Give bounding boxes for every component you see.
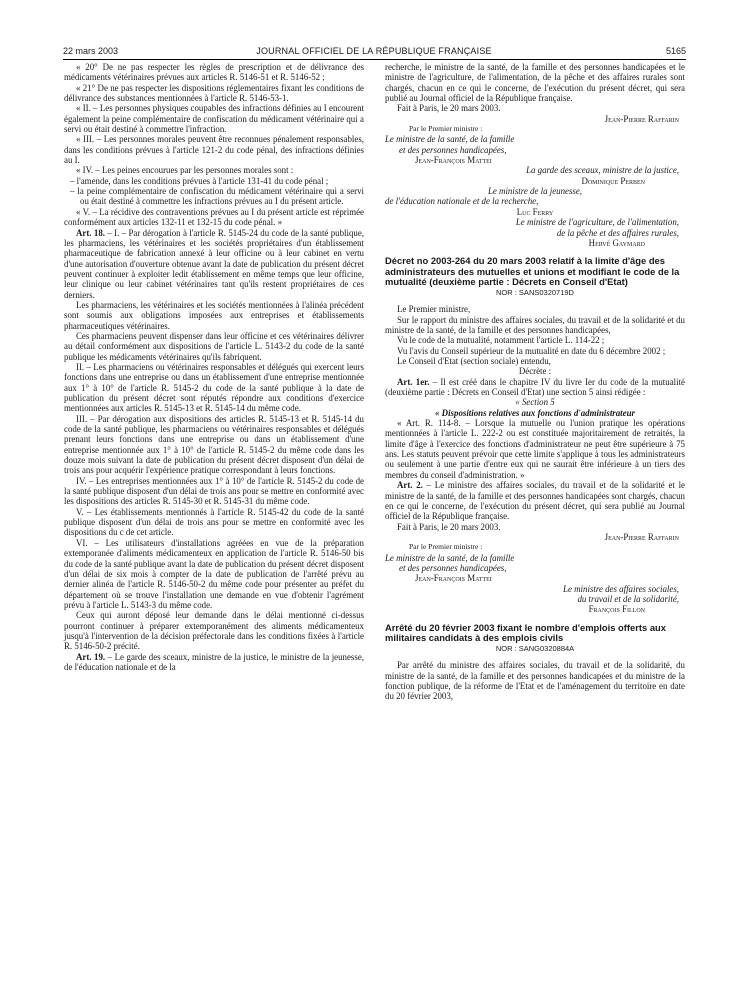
paragraph: Sur le rapport du ministre des affaires sociales, du travail et de la solidarité et du ministre de la santé, de la famille et des personnes handicapées, [385, 314, 685, 335]
paragraph: Art. 18. – I. – Par dérogation à l'article R. 5145-24 du code de la santé publique, les pharmaciens, les vétérinaires et les sociétés propriétaires d'un établissement pharmaceutique de fabrication annexé à leur officine ou à leur cabinet en vertu d'une autorisation d'ouverture obtenue avant la date de publication du présent décret peuvent continuer à exploiter ledit établissement en même temps que leur officine, leur clinique ou leur cabinet vétérinaires tant qu'ils restent propriétaires de ces derniers. [64, 227, 364, 300]
paragraph: V. – Les établissements mentionnés à l'article R. 5145-42 du code de la santé publique disposent d'un délai de trois ans pour se mettre en conformité avec les dispositions du c de cet article. [64, 506, 364, 538]
paragraph: Ceux qui auront déposé leur demande dans le délai mentionné ci-dessus pourront continuer à préparer extemporanément des aliments médicamenteux jusqu'à l'intervention de la décision préfectorale dans les conditions fixées à l'article R. 5146-50-2 précité. [64, 610, 364, 652]
paragraph: Fait à Paris, le 20 mars 2003. [397, 103, 501, 114]
paragraph: « V. – La récidive des contraventions prévues au I du présent article est réprimée conformément aux articles 132-11 et 132-15 du code pénal. » [64, 206, 364, 228]
article-label: Art. 2. [397, 480, 427, 491]
paragraph: de la pêche et des affaires rurales, [556, 227, 679, 238]
paragraph: – l'amende, dans les conditions prévues à l'article 131-41 du code pénal ; [70, 175, 329, 186]
paragraph: Les pharmaciens, les vétérinaires et les sociétés mentionnées à l'alinéa précédent sont soumis aux obligations imposées aux entreprises et établissements pharmaceutiques vétérinaires. [64, 299, 364, 331]
decree-title: Décret no 2003-264 du 20 mars 2003 relatif à la limite d'âge des administrateurs des mutuelles et unions et modifiant le code de la mutualité (deuxième partie : Décrets en Conseil d'Etat) [385, 255, 680, 288]
paragraph: III. – Par dérogation aux dispositions des articles R. 5145-13 et R. 5145-14 du code de la santé publique, les pharmaciens ou vétérinaires responsables et délégués prenant leurs fonctions dans une entreprise ou dans un établissement d'une entreprise mentionnée aux 1° à 10° de l'article R. 5145-2 du même code dans les douze mois suivant la date de publication du présent décret disposent d'un délai de trois ans pour acquérir l'expérience pratique correspondant à leurs fonctions. [64, 413, 364, 476]
paragraph: et des personnes handicapées, [399, 562, 507, 573]
header-date: 22 mars 2003 [63, 46, 119, 56]
paragraph: Le ministre de la jeunesse, [487, 186, 583, 197]
paragraph: – la peine complémentaire de confiscation du médicament vétérinaire qui a servi ou était destiné à commettre les infractions prévues au I du présent article. [70, 186, 364, 207]
paragraph: Le ministre de la santé, de la famille [385, 552, 515, 563]
page-header [0, 0, 748, 56]
paragraph: « Dispositions relatives aux fonctions d'administrateur [435, 407, 635, 418]
paragraph: « Section 5 [515, 397, 555, 408]
paragraph: Fait à Paris, le 20 mars 2003. [397, 521, 501, 532]
paragraph: Par le Premier ministre : [409, 542, 483, 552]
paragraph: « Art. R. 114-8. – Lorsque la mutuelle ou l'union pratique les opérations mentionnées à l'article L. 222-2 ou est constituée majoritairement de retraités, la limite d'âge à l'exercice des fonctions d'administrateur ne peut être supérieure à 75 ans. Les statuts peuvent prévoir que cette limite s'applique à tous les administrateurs ou seulement à une partie d'entre eux qui ne saurait être inférieure à un tiers des membres du conseil d'administration. » [385, 418, 685, 480]
paragraph: Jean-Pierre Raffarin [604, 531, 679, 542]
paragraph: Le Conseil d'Etat (section sociale) entendu, [397, 356, 551, 367]
paragraph: Vu le code de la mutualité, notamment l'article L. 114-22 ; [397, 335, 605, 346]
paragraph: François Fillon [588, 604, 645, 615]
paragraph: « IV. – Les peines encourues par les personnes morales sont : [76, 165, 294, 176]
paragraph: « 20° De ne pas respecter les règles de prescription et de délivrance des médicaments vétérinaires prévues aux articles R. 5146-51 et R. 5146-52 ; [64, 62, 364, 83]
article-label: Art. 19. [76, 651, 108, 662]
paragraph: VI. – Les utilisateurs d'installations agréées en vue de la préparation extemporanée d'aliments médicamenteux en application de l'article R. 5146-50 bis du code de la santé publique avant la date de publication du présent décret disposent d'un délai de six mois à compter de la date de publication de l'arrêté prévu au dernier alinéa de l'article R. 5146-50-2 du même code pour présenter au préfet du département où se trouve l'installation une demande en vue d'obtenir l'agrément prévu à l'article L. 5143-3 du même code. [64, 537, 364, 610]
paragraph: La garde des sceaux, ministre de la justice, [526, 165, 679, 176]
paragraph: Le ministre de l'agriculture, de l'alimentation, [515, 217, 679, 228]
paragraph: et des personnes handicapées, [399, 144, 507, 155]
paragraph: de l'éducation nationale et de la recherche, [385, 196, 539, 207]
paragraph: recherche, le ministre de la santé, de la famille et des personnes handicapées et le ministre de l'agriculture, de l'alimentation, de la pêche et des affaires rurales sont chargés, chacun en ce qui le concerne, de l'exécution du présent décret, qui sera publié au Journal officiel de la République française. [385, 62, 685, 104]
paragraph: « II. – Les personnes physiques coupables des infractions définies au I encourent également la peine complémentaire de confiscation du médicament vétérinaire qui a servi ou était destiné à commettre l'infraction. [64, 103, 364, 135]
paragraph: Le ministre de la santé, de la famille [385, 134, 515, 145]
article-label: Art. 18. [76, 227, 108, 238]
paragraph: II. – Les pharmaciens ou vétérinaires responsables et délégués qui exercent leurs fonctions dans une entreprise ou dans un établissement d'une entreprise mentionnée aux 1° à 10° de l'article R. 5145-2 du code de la santé publique à la date de publication du présent décret sont réputés répondre aux conditions d'exercice mentionnées aux articles R. 5145-13 et R. 5145-14 du même code. [64, 361, 364, 414]
journal-title: JOURNAL OFFICIEL DE LA RÉPUBLIQUE FRANÇAISE [256, 46, 492, 56]
page-number: 5165 [665, 46, 686, 56]
paragraph: Par arrêté du ministre des affaires sociales, du travail et de la solidarité, du ministre de la santé, de la famille et des personnes handicapées et du ministre de la fonction publique, de la réforme de l'Etat et de l'aménagement du territoire en date du 20 février 2003, [385, 660, 685, 702]
header-rule [63, 59, 686, 60]
paragraph: Art. 2. – Le ministre des affaires sociales, du travail et de la solidarité et le ministre de la santé, de la famille et des personnes handicapées sont chargés, chacun en ce qui le concerne, de l'exécution du présent décret, qui sera publié au Journal officiel de la République française. [385, 480, 685, 522]
paragraph: Luc Ferry [516, 206, 554, 217]
paragraph: Vu l'avis du Conseil supérieur de la mutualité en date du 6 décembre 2002 ; [397, 345, 666, 356]
paragraph: Décrète : [518, 366, 552, 377]
paragraph: Le ministre des affaires sociales, [563, 583, 679, 594]
paragraph: Dominique Perben [581, 175, 645, 186]
paragraph: IV. – Les entreprises mentionnées aux 1° à 10° de l'article R. 5145-2 du code de la santé publique disposent d'un délai de trois ans pour se mettre en conformité avec les dispositions des articles R. 5145-30 et R. 5145-31 du même code. [64, 475, 364, 507]
left-column [64, 62, 364, 672]
paragraph: Art. 19. – Le garde des sceaux, ministre de la justice, le ministre de la jeunesse, de l'éducation nationale et de la [64, 651, 364, 672]
paragraph: Art. 1er. – Il est créé dans le chapitre IV du livre Ier du code de la mutualité (deuxième partie : Décrets en Conseil d'Etat) une section 5 ainsi rédigée : [385, 376, 685, 398]
arrete-title: Arrêté du 20 février 2003 fixant le nombre d'emplois offerts aux militaires candidats à des emplois civils [385, 621, 666, 644]
paragraph: Jean-Pierre Raffarin [604, 113, 679, 124]
right-column [385, 62, 685, 702]
paragraph: Jean-François Mattei [415, 155, 492, 166]
nor-reference: NOR : SANS0320719D [496, 287, 574, 297]
paragraph: Jean-François Mattei [415, 573, 492, 584]
nor-reference: NOR : SANG0320884A [495, 643, 575, 653]
paragraph: du travail et de la solidarité, [577, 593, 679, 604]
article-label: Art. 1er. [397, 376, 433, 387]
paragraph: Hervé Gaymard [588, 237, 645, 248]
paragraph: « III. – Les personnes morales peuvent être reconnues pénalement responsables, dans les conditions prévues à l'article 121-2 du code pénal, des infractions définies au I. [64, 134, 364, 166]
paragraph: Par le Premier ministre : [409, 124, 483, 134]
paragraph: « 21° De ne pas respecter les dispositions réglementaires fixant les conditions de délivrance des substances mentionnées à l'article R. 5146-53-1. [64, 82, 364, 104]
paragraph: Ces pharmaciens peuvent dispenser dans leur officine et ces vétérinaires délivrer au détail conformément aux dispositions de l'article L. 5143-2 du code de la santé publique les médicaments vétérinaires qu'ils fabriquent. [64, 330, 364, 362]
paragraph: Le Premier ministre, [397, 304, 471, 315]
